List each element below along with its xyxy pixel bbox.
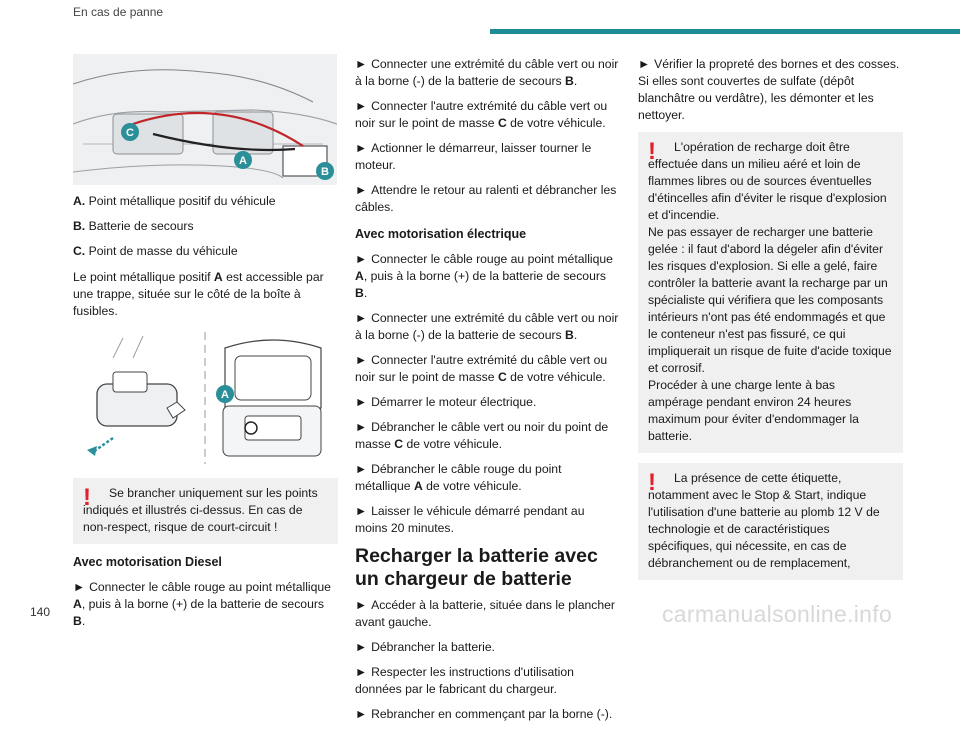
text: de votre véhicule. [506,370,606,384]
svg-text:A: A [239,155,247,167]
bullet-arrow-icon: ► [355,311,368,325]
legend-text: Point métallique positif du véhicule [88,194,276,208]
bullet-arrow-icon: ► [355,420,368,434]
step-diesel-1 [73,579,338,630]
text: Débrancher le câble vert ou noir du point de masse [355,420,609,451]
callout-badge-a [216,385,234,403]
text: Accéder à la batterie, située dans le plancher avant gauche. [355,598,615,629]
bullet-arrow-icon: ► [355,665,368,679]
svg-text:A: A [221,389,229,401]
step-item [355,419,620,453]
bullet-arrow-icon: ► [355,57,368,71]
step-item [355,98,620,132]
warning-icon: ! [83,484,91,511]
text: . [363,286,368,300]
legend-text: Batterie de secours [88,219,194,233]
warning-icon: ! [648,138,656,165]
step-item [355,182,620,216]
text: Débrancher la batterie. [371,640,496,654]
text: de votre véhicule. [422,479,522,493]
steps-electric [355,251,620,537]
warning-paragraph: L'opération de recharge doit être effectuée dans un milieu aéré et loin de flammes libres ou de sources éventuelles d'étincelles afin d'éviter le risque d'explosion et d'incendie. [648,140,887,222]
access-paragraph [73,269,338,320]
legend-row-a [73,193,338,210]
heading-diesel: Avec motorisation Diesel [73,555,222,569]
text: . [81,614,86,628]
warning-text: Se brancher uniquement sur les points indiqués et illustrés ci-dessus. En cas de non-respect, risque de court-circuit ! [83,486,318,534]
watermark: carmanualsonline.info [662,601,893,627]
step-item [355,251,620,302]
bullet-arrow-icon: ► [355,252,368,266]
bold-ref: B [73,614,82,628]
bold-ref: B [565,328,574,342]
bullet-arrow-icon: ► [355,353,368,367]
bullet-arrow-icon: ► [355,99,368,113]
bullet-arrow-icon: ► [638,57,651,71]
column-1 [73,54,338,638]
column-2 [355,56,620,731]
text: Respecter les instructions d'utilisation données par le fabricant du chargeur. [355,665,574,696]
fuse-box-drawing [73,328,337,468]
text: Le point métallique positif [73,270,214,284]
text: de votre véhicule. [403,437,503,451]
warning-paragraph: Procéder à une charge lente à bas ampérage pendant environ 24 heures maximum pour éviter d'endommager la batterie. [648,378,859,443]
svg-text:B: B [321,166,329,178]
bold-ref: B [355,286,364,300]
text: Connecter le câble rouge au point métallique [89,580,331,594]
bullet-arrow-icon: ► [355,707,368,721]
header-accent-bar [490,29,960,34]
warning-text [648,139,893,445]
bullet-arrow-icon: ► [355,395,368,409]
bold-ref: B [565,74,574,88]
warning-box-short-circuit [73,478,338,544]
bold-ref: A [213,270,223,284]
bullet-arrow-icon: ► [355,183,368,197]
page-number: 140 [30,605,51,619]
text: Démarrer le moteur électrique. [371,395,537,409]
text: Vérifier la propreté des bornes et des cosses. Si elles sont couvertes de sulfate (dépôt blanchâtre ou verdâtre), les démonter et les nettoyer. [638,57,900,122]
steps-diesel-continued [355,56,620,216]
heading-electric: Avec motorisation électrique [355,227,527,241]
text: Débrancher le câble rouge du point métallique [355,462,562,493]
warning-text: La présence de cette étiquette, notamment avec le Stop & Start, indique l'utilisation d'une batterie au plomb 12 V de technologie et de caractéristiques spécifiques, qui nécessite, en cas de débranchement ou de remplacement, [648,471,880,570]
step-item [355,503,620,537]
text: Connecter l'autre extrémité du câble vert ou noir sur le point de masse [355,99,608,130]
heading-recharge: Recharger la batterie avec un chargeur de batterie [355,545,598,590]
text: , puis à la borne (+) de la batterie de secours [81,597,325,611]
callout-badge-c [121,123,139,141]
legend-key: C. [73,244,86,258]
text: Connecter le câble rouge au point métallique [371,252,613,266]
step-item [355,639,620,656]
step-item [355,310,620,344]
bold-ref: C [497,116,507,130]
bullet-arrow-icon: ► [73,580,86,594]
text: . [573,74,578,88]
bullet-arrow-icon: ► [355,141,368,155]
column-3 [638,56,903,590]
step-item [355,352,620,386]
svg-text:C: C [126,127,134,139]
bullet-arrow-icon: ► [355,598,368,612]
jump-start-illustration [73,54,337,185]
bold-ref: C [497,370,507,384]
text: Laisser le véhicule démarré pendant au moins 20 minutes. [355,504,585,535]
text: Connecter l'autre extrémité du câble vert ou noir sur le point de masse [355,353,608,384]
text: Actionner le démarreur, laisser tourner le moteur. [355,141,592,172]
text: . [573,328,578,342]
step-item [355,140,620,174]
legend-row-c [73,243,338,260]
step-item [355,597,620,631]
warning-icon: ! [648,469,656,496]
text: est accessible par une trappe, située sur le côté de la boîte à fusibles. [73,270,324,318]
step-item [355,56,620,90]
text: Attendre le retour au ralenti et débrancher les câbles. [355,183,617,214]
legend-row-b [73,218,338,235]
text: Rebrancher en commençant par la borne (-). [371,707,613,721]
callout-badge-b [316,162,334,180]
step-item [355,394,620,411]
text: , puis à la borne (+) de la batterie de secours [363,269,607,283]
step-item [355,461,620,495]
step-item [355,664,620,698]
bold-ref: A [355,269,364,283]
legend [73,193,338,260]
text: Connecter une extrémité du câble vert ou noir à la borne (-) de la batterie de secours [355,57,619,88]
text: Connecter une extrémité du câble vert ou noir à la borne (-) de la batterie de secours [355,311,619,342]
steps-recharge [355,597,620,723]
warning-box-recharge [638,132,903,453]
bold-ref: C [394,437,404,451]
bullet-arrow-icon: ► [355,504,368,518]
step-check-terminals [638,56,903,124]
text: de votre véhicule. [506,116,606,130]
bold-ref: A [413,479,423,493]
bullet-arrow-icon: ► [355,640,368,654]
warning-box-stop-start [638,463,903,580]
legend-text: Point de masse du véhicule [88,244,238,258]
fuse-box-illustration [73,328,337,468]
warning-paragraph: Ne pas essayer de recharger une batterie gelée : il faut d'abord la dégeler afin d'éviter les risques d'explosion. Si elle a gelé, faire contrôler la batterie avant la recharge par un spécialiste qui vérifiera que les composants intérieurs n'ont pas été endommagés et que le conteneur n'est pas fissuré, ce qui impliquerait un risque de fuite d'acide toxique et corrosif. [648,225,892,375]
step-item [355,706,620,723]
legend-key: A. [73,194,86,208]
callout-badge-a [234,151,252,169]
bullet-arrow-icon: ► [355,462,368,476]
legend-key: B. [73,219,86,233]
running-header: En cas de panne [73,5,164,19]
bold-ref: A [73,597,82,611]
engine-bay-drawing [73,54,337,185]
